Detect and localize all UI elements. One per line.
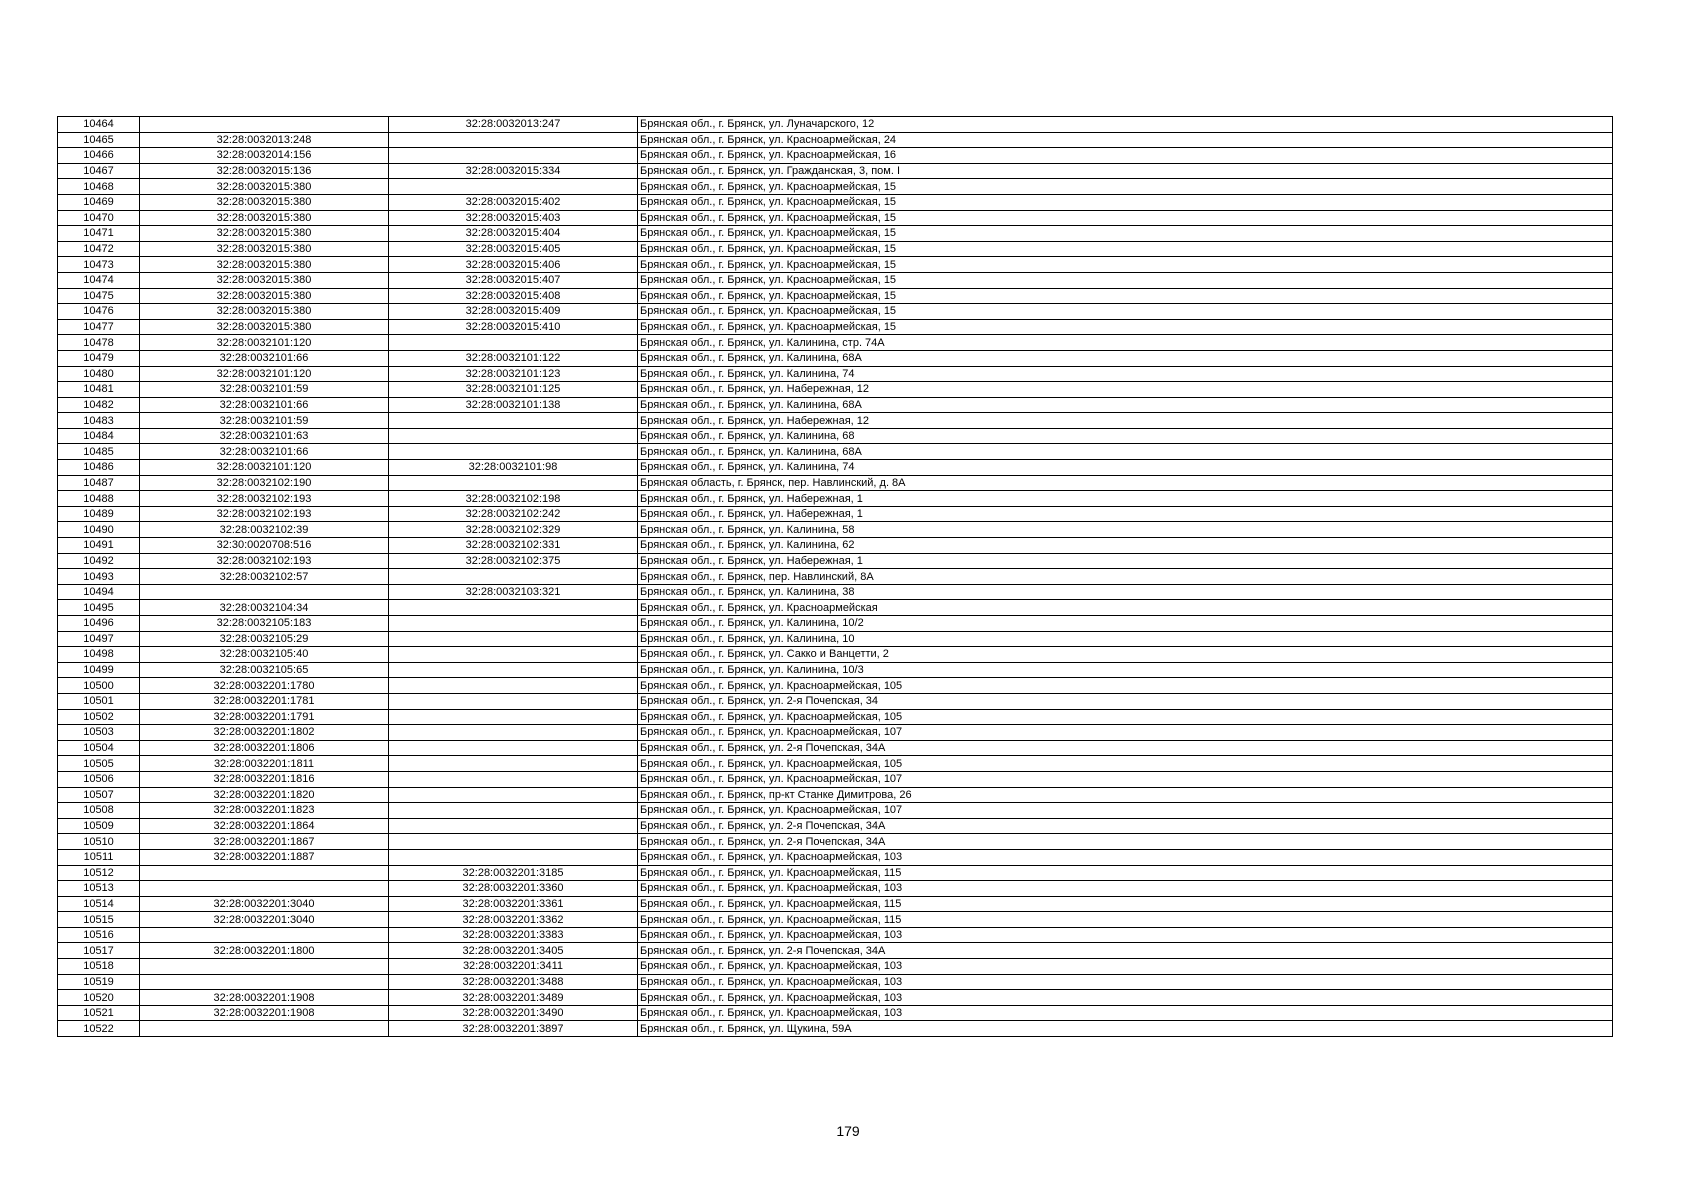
object-number-cell xyxy=(389,803,638,819)
object-number-cell xyxy=(389,647,638,663)
table-row xyxy=(58,927,1613,943)
object-number-cell xyxy=(389,132,638,148)
land-parcel-number-cell: 32:28:0032201:1867 xyxy=(140,834,389,850)
row-number-cell: 10473 xyxy=(58,257,140,273)
land-parcel-number-cell: 32:28:0032201:1780 xyxy=(140,678,389,694)
row-number-cell: 10519 xyxy=(58,974,140,990)
address-cell: Брянская обл., г. Брянск, ул. Набережная, 12 xyxy=(638,413,1613,429)
table-row xyxy=(58,803,1613,819)
address-cell: Брянская обл., г. Брянск, ул. Калинина, 68А xyxy=(638,350,1613,366)
land-parcel-number-cell: 32:28:0032201:1811 xyxy=(140,756,389,772)
row-number-cell: 10507 xyxy=(58,787,140,803)
land-parcel-number-cell: 32:28:0032101:66 xyxy=(140,397,389,413)
row-number-cell: 10497 xyxy=(58,631,140,647)
land-parcel-number-cell: 32:28:0032101:59 xyxy=(140,382,389,398)
row-number-cell: 10479 xyxy=(58,350,140,366)
object-number-cell xyxy=(389,631,638,647)
land-parcel-number-cell: 32:28:0032102:57 xyxy=(140,569,389,585)
row-number-cell: 10521 xyxy=(58,1005,140,1021)
address-cell: Брянская обл., г. Брянск, ул. Красноармейская, 103 xyxy=(638,990,1613,1006)
address-cell: Брянская обл., г. Брянск, ул. Красноармейская, 15 xyxy=(638,319,1613,335)
row-number-cell: 10509 xyxy=(58,818,140,834)
land-parcel-number-cell: 32:28:0032105:29 xyxy=(140,631,389,647)
land-parcel-number-cell: 32:28:0032105:65 xyxy=(140,662,389,678)
address-cell: Брянская обл., г. Брянск, ул. Красноармейская, 15 xyxy=(638,272,1613,288)
object-number-cell: 32:28:0032201:3361 xyxy=(389,896,638,912)
table-row xyxy=(58,569,1613,585)
land-parcel-number-cell: 32:28:0032015:380 xyxy=(140,194,389,210)
address-cell: Брянская обл., г. Брянск, ул. Красноармейская, 105 xyxy=(638,678,1613,694)
object-number-cell: 32:28:0032101:98 xyxy=(389,460,638,476)
land-parcel-number-cell xyxy=(140,959,389,975)
row-number-cell: 10498 xyxy=(58,647,140,663)
object-number-cell: 32:28:0032015:406 xyxy=(389,257,638,273)
row-number-cell: 10485 xyxy=(58,444,140,460)
address-cell: Брянская обл., г. Брянск, ул. 2-я Почепская, 34А xyxy=(638,943,1613,959)
table-row xyxy=(58,179,1613,195)
land-parcel-number-cell: 32:28:0032201:1823 xyxy=(140,803,389,819)
row-number-cell: 10482 xyxy=(58,397,140,413)
table-row xyxy=(58,896,1613,912)
object-number-cell: 32:28:0032102:331 xyxy=(389,538,638,554)
land-parcel-number-cell: 32:28:0032101:120 xyxy=(140,366,389,382)
object-number-cell: 32:28:0032015:410 xyxy=(389,319,638,335)
object-number-cell: 32:28:0032103:321 xyxy=(389,584,638,600)
table-row xyxy=(58,194,1613,210)
address-cell: Брянская обл., г. Брянск, ул. Красноармейская, 107 xyxy=(638,771,1613,787)
object-number-cell: 32:28:0032015:407 xyxy=(389,272,638,288)
row-number-cell: 10471 xyxy=(58,226,140,242)
address-cell: Брянская обл., г. Брянск, ул. Красноармейская, 24 xyxy=(638,132,1613,148)
object-number-cell: 32:28:0032101:138 xyxy=(389,397,638,413)
table-row xyxy=(58,397,1613,413)
land-parcel-number-cell: 32:28:0032101:59 xyxy=(140,413,389,429)
object-number-cell: 32:28:0032201:3362 xyxy=(389,912,638,928)
address-cell: Брянская обл., г. Брянск, ул. Красноармейская, 103 xyxy=(638,849,1613,865)
row-number-cell: 10478 xyxy=(58,335,140,351)
object-number-cell: 32:28:0032201:3897 xyxy=(389,1021,638,1037)
object-number-cell xyxy=(389,849,638,865)
object-number-cell xyxy=(389,771,638,787)
table-row xyxy=(58,319,1613,335)
object-number-cell: 32:28:0032102:242 xyxy=(389,506,638,522)
row-number-cell: 10484 xyxy=(58,428,140,444)
table-row xyxy=(58,818,1613,834)
object-number-cell xyxy=(389,413,638,429)
table-row xyxy=(58,272,1613,288)
table-body xyxy=(58,117,1613,1037)
address-cell: Брянская обл., г. Брянск, ул. 2-я Почепская, 34 xyxy=(638,693,1613,709)
address-cell: Брянская обл., г. Брянск, ул. Красноармейская, 16 xyxy=(638,148,1613,164)
object-number-cell xyxy=(389,475,638,491)
table-row xyxy=(58,865,1613,881)
land-parcel-number-cell: 32:28:0032015:380 xyxy=(140,241,389,257)
address-cell: Брянская обл., г. Брянск, ул. Калинина, 10/3 xyxy=(638,662,1613,678)
address-cell: Брянская обл., г. Брянск, ул. Красноармейская xyxy=(638,600,1613,616)
row-number-cell: 10490 xyxy=(58,522,140,538)
object-number-cell: 32:28:0032201:3360 xyxy=(389,881,638,897)
land-parcel-number-cell xyxy=(140,881,389,897)
land-parcel-number-cell xyxy=(140,584,389,600)
table-row xyxy=(58,288,1613,304)
land-parcel-number-cell xyxy=(140,1021,389,1037)
object-number-cell: 32:28:0032015:409 xyxy=(389,304,638,320)
row-number-cell: 10511 xyxy=(58,849,140,865)
table-row xyxy=(58,959,1613,975)
land-parcel-number-cell: 32:28:0032015:380 xyxy=(140,288,389,304)
land-parcel-number-cell: 32:28:0032015:380 xyxy=(140,319,389,335)
address-cell: Брянская обл., г. Брянск, ул. Набережная, 1 xyxy=(638,506,1613,522)
object-number-cell xyxy=(389,444,638,460)
object-number-cell: 32:28:0032102:198 xyxy=(389,491,638,507)
object-number-cell: 32:28:0032101:123 xyxy=(389,366,638,382)
address-cell: Брянская обл., г. Брянск, ул. Красноармейская, 15 xyxy=(638,241,1613,257)
table-row xyxy=(58,912,1613,928)
table-row xyxy=(58,990,1613,1006)
land-parcel-number-cell: 32:28:0032201:1908 xyxy=(140,990,389,1006)
object-number-cell: 32:28:0032101:125 xyxy=(389,382,638,398)
land-parcel-number-cell: 32:28:0032013:248 xyxy=(140,132,389,148)
table-row xyxy=(58,428,1613,444)
address-cell: Брянская обл., г. Брянск, ул. Красноармейская, 103 xyxy=(638,959,1613,975)
row-number-cell: 10492 xyxy=(58,553,140,569)
property-table xyxy=(57,116,1613,1037)
address-cell: Брянская обл., г. Брянск, ул. Красноармейская, 103 xyxy=(638,881,1613,897)
object-number-cell xyxy=(389,756,638,772)
table-row xyxy=(58,834,1613,850)
row-number-cell: 10483 xyxy=(58,413,140,429)
row-number-cell: 10487 xyxy=(58,475,140,491)
row-number-cell: 10466 xyxy=(58,148,140,164)
address-cell: Брянская обл., г. Брянск, ул. Калинина, 74 xyxy=(638,460,1613,476)
address-cell: Брянская обл., г. Брянск, ул. Красноармейская, 105 xyxy=(638,709,1613,725)
row-number-cell: 10472 xyxy=(58,241,140,257)
land-parcel-number-cell: 32:28:0032201:1802 xyxy=(140,725,389,741)
address-cell: Брянская обл., г. Брянск, ул. Красноармейская, 107 xyxy=(638,725,1613,741)
table-row xyxy=(58,413,1613,429)
address-cell: Брянская обл., г. Брянск, ул. Красноармейская, 107 xyxy=(638,803,1613,819)
row-number-cell: 10469 xyxy=(58,194,140,210)
object-number-cell xyxy=(389,335,638,351)
land-parcel-number-cell: 32:28:0032201:1791 xyxy=(140,709,389,725)
address-cell: Брянская область, г. Брянск, пер. Навлинский, д. 8А xyxy=(638,475,1613,491)
object-number-cell xyxy=(389,834,638,850)
row-number-cell: 10467 xyxy=(58,163,140,179)
address-cell: Брянская обл., г. Брянск, ул. Калинина, 10 xyxy=(638,631,1613,647)
row-number-cell: 10517 xyxy=(58,943,140,959)
row-number-cell: 10518 xyxy=(58,959,140,975)
object-number-cell: 32:28:0032201:3411 xyxy=(389,959,638,975)
object-number-cell: 32:28:0032013:247 xyxy=(389,117,638,133)
address-cell: Брянская обл., г. Брянск, ул. Красноармейская, 115 xyxy=(638,912,1613,928)
land-parcel-number-cell: 32:28:0032201:1816 xyxy=(140,771,389,787)
row-number-cell: 10489 xyxy=(58,506,140,522)
address-cell: Брянская обл., г. Брянск, ул. 2-я Почепская, 34А xyxy=(638,834,1613,850)
land-parcel-number-cell: 32:28:0032201:3040 xyxy=(140,912,389,928)
land-parcel-number-cell: 32:28:0032015:380 xyxy=(140,257,389,273)
land-parcel-number-cell xyxy=(140,927,389,943)
address-cell: Брянская обл., г. Брянск, ул. Красноармейская, 103 xyxy=(638,974,1613,990)
object-number-cell xyxy=(389,818,638,834)
object-number-cell xyxy=(389,616,638,632)
table-row xyxy=(58,117,1613,133)
address-cell: Брянская обл., г. Брянск, ул. Красноармейская, 15 xyxy=(638,288,1613,304)
land-parcel-number-cell: 32:28:0032201:1781 xyxy=(140,693,389,709)
row-number-cell: 10496 xyxy=(58,616,140,632)
row-number-cell: 10505 xyxy=(58,756,140,772)
object-number-cell xyxy=(389,787,638,803)
table-row xyxy=(58,257,1613,273)
row-number-cell: 10512 xyxy=(58,865,140,881)
land-parcel-number-cell: 32:28:0032201:1806 xyxy=(140,740,389,756)
row-number-cell: 10513 xyxy=(58,881,140,897)
land-parcel-number-cell: 32:28:0032201:1800 xyxy=(140,943,389,959)
object-number-cell: 32:28:0032102:375 xyxy=(389,553,638,569)
land-parcel-number-cell: 32:30:0020708:516 xyxy=(140,538,389,554)
row-number-cell: 10514 xyxy=(58,896,140,912)
object-number-cell: 32:28:0032201:3185 xyxy=(389,865,638,881)
address-cell: Брянская обл., г. Брянск, ул. Красноармейская, 103 xyxy=(638,1005,1613,1021)
address-cell: Брянская обл., г. Брянск, ул. Красноармейская, 103 xyxy=(638,927,1613,943)
row-number-cell: 10476 xyxy=(58,304,140,320)
page-number: 179 xyxy=(836,1123,860,1139)
row-number-cell: 10495 xyxy=(58,600,140,616)
row-number-cell: 10503 xyxy=(58,725,140,741)
row-number-cell: 10491 xyxy=(58,538,140,554)
address-cell: Брянская обл., г. Брянск, ул. Калинина, 68А xyxy=(638,397,1613,413)
object-number-cell: 32:28:0032201:3383 xyxy=(389,927,638,943)
address-cell: Брянская обл., г. Брянск, ул. Красноармейская, 15 xyxy=(638,257,1613,273)
row-number-cell: 10465 xyxy=(58,132,140,148)
address-cell: Брянская обл., г. Брянск, ул. Красноармейская, 15 xyxy=(638,210,1613,226)
address-cell: Брянская обл., г. Брянск, ул. Щукина, 59А xyxy=(638,1021,1613,1037)
table-row xyxy=(58,163,1613,179)
address-cell: Брянская обл., г. Брянск, ул. Красноармейская, 115 xyxy=(638,896,1613,912)
row-number-cell: 10500 xyxy=(58,678,140,694)
table-row xyxy=(58,616,1613,632)
table-row xyxy=(58,382,1613,398)
land-parcel-number-cell: 32:28:0032015:380 xyxy=(140,226,389,242)
table-row xyxy=(58,631,1613,647)
object-number-cell: 32:28:0032015:403 xyxy=(389,210,638,226)
land-parcel-number-cell: 32:28:0032101:66 xyxy=(140,444,389,460)
object-number-cell: 32:28:0032201:3489 xyxy=(389,990,638,1006)
row-number-cell: 10504 xyxy=(58,740,140,756)
land-parcel-number-cell: 32:28:0032104:34 xyxy=(140,600,389,616)
address-cell: Брянская обл., г. Брянск, ул. Красноармейская, 15 xyxy=(638,226,1613,242)
table-row xyxy=(58,475,1613,491)
table-row xyxy=(58,460,1613,476)
land-parcel-number-cell: 32:28:0032102:193 xyxy=(140,491,389,507)
table-row xyxy=(58,1021,1613,1037)
row-number-cell: 10493 xyxy=(58,569,140,585)
land-parcel-number-cell xyxy=(140,117,389,133)
table-row xyxy=(58,210,1613,226)
object-number-cell: 32:28:0032015:404 xyxy=(389,226,638,242)
table-row xyxy=(58,771,1613,787)
land-parcel-number-cell: 32:28:0032015:380 xyxy=(140,179,389,195)
table-row xyxy=(58,849,1613,865)
address-cell: Брянская обл., г. Брянск, ул. Калинина, 74 xyxy=(638,366,1613,382)
object-number-cell xyxy=(389,740,638,756)
object-number-cell: 32:28:0032015:334 xyxy=(389,163,638,179)
object-number-cell xyxy=(389,709,638,725)
table-row xyxy=(58,444,1613,460)
land-parcel-number-cell: 32:28:0032102:190 xyxy=(140,475,389,491)
land-parcel-number-cell: 32:28:0032101:120 xyxy=(140,460,389,476)
table-row xyxy=(58,740,1613,756)
table-row xyxy=(58,335,1613,351)
land-parcel-number-cell: 32:28:0032015:380 xyxy=(140,272,389,288)
land-parcel-number-cell: 32:28:0032101:120 xyxy=(140,335,389,351)
table-row xyxy=(58,553,1613,569)
row-number-cell: 10480 xyxy=(58,366,140,382)
address-cell: Брянская обл., г. Брянск, ул. Сакко и Ванцетти, 2 xyxy=(638,647,1613,663)
table-row xyxy=(58,974,1613,990)
table-row xyxy=(58,881,1613,897)
row-number-cell: 10522 xyxy=(58,1021,140,1037)
address-cell: Брянская обл., г. Брянск, ул. Гражданская, 3, пом. I xyxy=(638,163,1613,179)
table-row xyxy=(58,693,1613,709)
address-cell: Брянская обл., г. Брянск, ул. Красноармейская, 15 xyxy=(638,179,1613,195)
land-parcel-number-cell: 32:28:0032102:193 xyxy=(140,553,389,569)
table-row xyxy=(58,600,1613,616)
row-number-cell: 10499 xyxy=(58,662,140,678)
table-row xyxy=(58,226,1613,242)
address-cell: Брянская обл., г. Брянск, ул. Калинина, 58 xyxy=(638,522,1613,538)
address-cell: Брянская обл., г. Брянск, пер. Навлинский, 8А xyxy=(638,569,1613,585)
land-parcel-number-cell: 32:28:0032015:136 xyxy=(140,163,389,179)
land-parcel-number-cell: 32:28:0032201:1908 xyxy=(140,1005,389,1021)
address-cell: Брянская обл., г. Брянск, ул. Калинина, 68А xyxy=(638,444,1613,460)
row-number-cell: 10475 xyxy=(58,288,140,304)
row-number-cell: 10515 xyxy=(58,912,140,928)
land-parcel-number-cell: 32:28:0032105:183 xyxy=(140,616,389,632)
land-parcel-number-cell: 32:28:0032201:3040 xyxy=(140,896,389,912)
table-row xyxy=(58,943,1613,959)
table-row xyxy=(58,756,1613,772)
land-parcel-number-cell: 32:28:0032201:1887 xyxy=(140,849,389,865)
row-number-cell: 10468 xyxy=(58,179,140,195)
address-cell: Брянская обл., г. Брянск, ул. Набережная, 12 xyxy=(638,382,1613,398)
row-number-cell: 10488 xyxy=(58,491,140,507)
object-number-cell: 32:28:0032201:3405 xyxy=(389,943,638,959)
land-parcel-number-cell: 32:28:0032014:156 xyxy=(140,148,389,164)
row-number-cell: 10474 xyxy=(58,272,140,288)
row-number-cell: 10470 xyxy=(58,210,140,226)
land-parcel-number-cell: 32:28:0032015:380 xyxy=(140,210,389,226)
object-number-cell: 32:28:0032102:329 xyxy=(389,522,638,538)
row-number-cell: 10510 xyxy=(58,834,140,850)
table-row xyxy=(58,787,1613,803)
address-cell: Брянская обл., г. Брянск, ул. Калинина, 10/2 xyxy=(638,616,1613,632)
address-cell: Брянская обл., г. Брянск, ул. Набережная, 1 xyxy=(638,491,1613,507)
table-row xyxy=(58,584,1613,600)
object-number-cell xyxy=(389,662,638,678)
table-row xyxy=(58,506,1613,522)
land-parcel-number-cell: 32:28:0032015:380 xyxy=(140,304,389,320)
address-cell: Брянская обл., г. Брянск, ул. Красноармейская, 15 xyxy=(638,194,1613,210)
object-number-cell xyxy=(389,428,638,444)
object-number-cell: 32:28:0032201:3488 xyxy=(389,974,638,990)
row-number-cell: 10520 xyxy=(58,990,140,1006)
object-number-cell xyxy=(389,569,638,585)
row-number-cell: 10481 xyxy=(58,382,140,398)
address-cell: Брянская обл., г. Брянск, ул. 2-я Почепская, 34А xyxy=(638,818,1613,834)
object-number-cell xyxy=(389,179,638,195)
land-parcel-number-cell xyxy=(140,974,389,990)
row-number-cell: 10486 xyxy=(58,460,140,476)
table-row xyxy=(58,366,1613,382)
address-cell: Брянская обл., г. Брянск, ул. Луначарского, 12 xyxy=(638,117,1613,133)
table-row xyxy=(58,662,1613,678)
row-number-cell: 10477 xyxy=(58,319,140,335)
object-number-cell: 32:28:0032015:402 xyxy=(389,194,638,210)
row-number-cell: 10508 xyxy=(58,803,140,819)
object-number-cell xyxy=(389,148,638,164)
address-cell: Брянская обл., г. Брянск, ул. Красноармейская, 115 xyxy=(638,865,1613,881)
table-row xyxy=(58,304,1613,320)
table-row xyxy=(58,350,1613,366)
land-parcel-number-cell: 32:28:0032201:1820 xyxy=(140,787,389,803)
row-number-cell: 10501 xyxy=(58,693,140,709)
address-cell: Брянская обл., г. Брянск, ул. Красноармейская, 15 xyxy=(638,304,1613,320)
land-parcel-number-cell xyxy=(140,865,389,881)
address-cell: Брянская обл., г. Брянск, ул. Калинина, 68 xyxy=(638,428,1613,444)
row-number-cell: 10516 xyxy=(58,927,140,943)
row-number-cell: 10506 xyxy=(58,771,140,787)
address-cell: Брянская обл., г. Брянск, ул. Калинина, 38 xyxy=(638,584,1613,600)
table-row xyxy=(58,148,1613,164)
object-number-cell: 32:28:0032201:3490 xyxy=(389,1005,638,1021)
table-row xyxy=(58,709,1613,725)
land-parcel-number-cell: 32:28:0032101:63 xyxy=(140,428,389,444)
table-row xyxy=(58,132,1613,148)
address-cell: Брянская обл., г. Брянск, пр-кт Станке Димитрова, 26 xyxy=(638,787,1613,803)
land-parcel-number-cell: 32:28:0032102:193 xyxy=(140,506,389,522)
table-row xyxy=(58,241,1613,257)
table-row xyxy=(58,491,1613,507)
table-row xyxy=(58,1005,1613,1021)
object-number-cell xyxy=(389,678,638,694)
object-number-cell xyxy=(389,600,638,616)
address-cell: Брянская обл., г. Брянск, ул. Красноармейская, 105 xyxy=(638,756,1613,772)
land-parcel-number-cell: 32:28:0032101:66 xyxy=(140,350,389,366)
object-number-cell xyxy=(389,725,638,741)
table-row xyxy=(58,538,1613,554)
address-cell: Брянская обл., г. Брянск, ул. Набережная, 1 xyxy=(638,553,1613,569)
object-number-cell xyxy=(389,693,638,709)
table-row xyxy=(58,725,1613,741)
land-parcel-number-cell: 32:28:0032201:1864 xyxy=(140,818,389,834)
table-row xyxy=(58,522,1613,538)
address-cell: Брянская обл., г. Брянск, ул. Калинина, стр. 74А xyxy=(638,335,1613,351)
table-row xyxy=(58,647,1613,663)
table-row xyxy=(58,678,1613,694)
row-number-cell: 10502 xyxy=(58,709,140,725)
address-cell: Брянская обл., г. Брянск, ул. Калинина, 62 xyxy=(638,538,1613,554)
object-number-cell: 32:28:0032015:408 xyxy=(389,288,638,304)
object-number-cell: 32:28:0032101:122 xyxy=(389,350,638,366)
land-parcel-number-cell: 32:28:0032102:39 xyxy=(140,522,389,538)
object-number-cell: 32:28:0032015:405 xyxy=(389,241,638,257)
row-number-cell: 10464 xyxy=(58,117,140,133)
address-cell: Брянская обл., г. Брянск, ул. 2-я Почепская, 34А xyxy=(638,740,1613,756)
land-parcel-number-cell: 32:28:0032105:40 xyxy=(140,647,389,663)
row-number-cell: 10494 xyxy=(58,584,140,600)
